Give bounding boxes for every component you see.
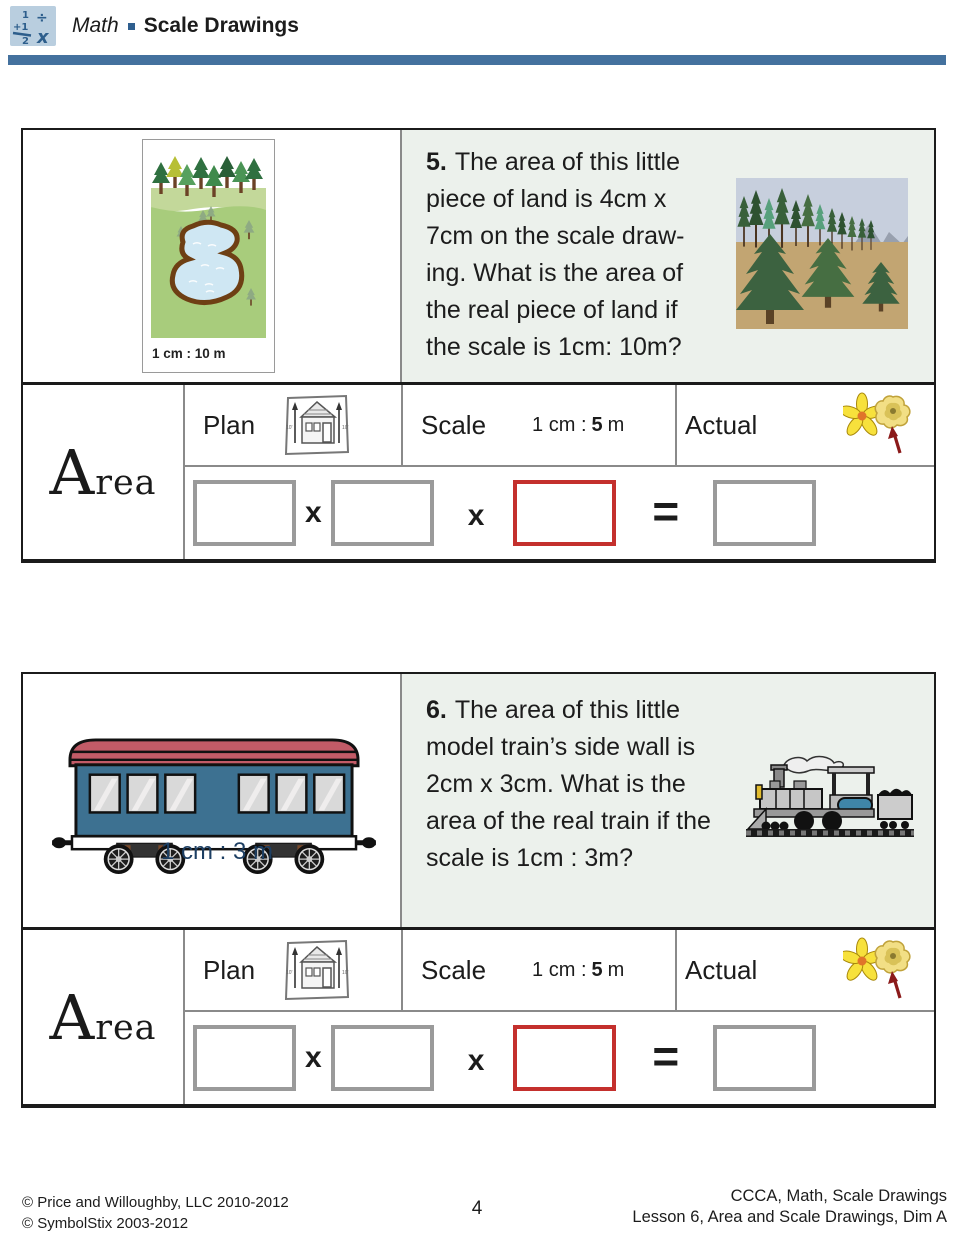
problem-6-scale-drawing-cell [23,674,400,927]
area-label-cell [23,385,185,559]
area-label-cell [23,930,185,1104]
text-line: ing. What is the area of [426,259,684,287]
scale-caption: 1 cm : 10 m [152,346,226,361]
actual-label: Actual [685,409,758,440]
svg-text:x: x [37,27,49,46]
plan-width-box[interactable] [193,1025,296,1091]
problem-5-question-cell [400,130,934,382]
doc-info-line-1: CCCA, Math, Scale Drawings [730,1187,947,1205]
text-line: piece of land is 4cm x [426,185,667,213]
problem-6-question-cell [400,674,934,927]
times-symbol: x [467,1044,485,1077]
area-label: Area [49,980,157,1054]
plan-width-box[interactable] [193,480,296,546]
svg-text:10': 10' [342,425,349,431]
svg-text:10': 10' [286,970,293,976]
problem-number: 5. [426,148,447,176]
scale-caption: 1 cm : 3 m [161,838,274,865]
text-line: 2cm x 3cm. What is the [426,770,686,798]
page-header [10,6,299,46]
problem-5-top-row [23,130,934,382]
plan-height-box[interactable] [331,1025,434,1091]
svg-text:10': 10' [286,425,293,431]
area-equation-row [185,465,934,559]
problem-6-text [426,692,711,877]
forest-illustration [736,178,908,329]
flowers-icon [843,934,921,1006]
area-header-row [185,930,934,1010]
page-title [72,14,299,38]
equals-symbol: = [652,1030,680,1082]
actual-cell [677,385,934,465]
times-symbol: x [305,1041,322,1074]
scale-value: 1 cm : 5 m [532,413,625,436]
house-plan-icon [281,393,353,457]
area-panel [23,382,934,559]
text-line: area of the real train if the [426,807,711,835]
doc-info-line-2: Lesson 6, Area and Scale Drawings, Dim A [632,1208,947,1226]
scale-value: 1 cm : 5 m [532,958,625,981]
math-symbols-icon [10,6,56,46]
problem-5-table [21,128,936,563]
scale-cell [401,385,677,465]
times-symbol: x [467,499,485,532]
copyright-line-2: © SymbolStix 2003-2012 [22,1215,189,1232]
pond-drawing-image [151,148,266,338]
copyright-line-1: © Price and Willoughby, LLC 2010-2012 [22,1194,289,1211]
text-line: the scale is 1cm: 10m? [426,333,682,361]
scale-label: Scale [421,954,487,985]
area-label: Area [49,435,157,509]
locomotive-illustration [746,755,914,843]
footer-document-info [632,1186,947,1228]
subject-label: Math [72,14,119,37]
scale-factor-box[interactable] [513,1025,616,1091]
scale-cell [401,930,677,1010]
flowers-icon [843,389,921,461]
text-line: 5. The area of this little [426,148,680,176]
area-header-row [185,385,934,465]
times-symbol: x [305,496,322,529]
text-line: model train’s side wall is [426,733,696,761]
actual-area-box[interactable] [713,1025,816,1091]
equals-symbol: = [652,485,680,537]
problem-5-scale-drawing-cell [23,130,400,382]
svg-text:÷: ÷ [36,10,48,26]
plan-label: Plan [203,409,256,440]
svg-text:1: 1 [22,10,29,21]
text-line: 6. The area of this little [426,696,680,724]
house-plan-icon [281,938,353,1002]
text-line: scale is 1cm : 3m? [426,844,634,872]
problem-6-table [21,672,936,1108]
area-equation-row [185,1010,934,1104]
square-bullet-icon [128,23,135,30]
svg-text:10': 10' [342,970,349,976]
plan-cell [185,930,401,1010]
plan-height-box[interactable] [331,480,434,546]
actual-area-box[interactable] [713,480,816,546]
problem-6-top-row [23,674,934,927]
text-line: 7cm on the scale draw- [426,222,685,250]
page-number: 4 [471,1198,483,1219]
scale-label: Scale [421,409,487,440]
problem-5-text [426,144,684,366]
problem-number: 6. [426,696,447,724]
svg-text:+1: +1 [13,22,29,33]
svg-text:2: 2 [22,36,29,46]
plan-cell [185,385,401,465]
pond-scale-drawing [142,139,275,373]
header-rule-bar [8,55,946,65]
scale-factor-box[interactable] [513,480,616,546]
actual-cell [677,930,934,1010]
actual-label: Actual [685,954,758,985]
text-line: the real piece of land if [426,296,678,324]
plan-label: Plan [203,954,256,985]
area-panel [23,927,934,1104]
unit-title: Scale Drawings [143,14,299,37]
